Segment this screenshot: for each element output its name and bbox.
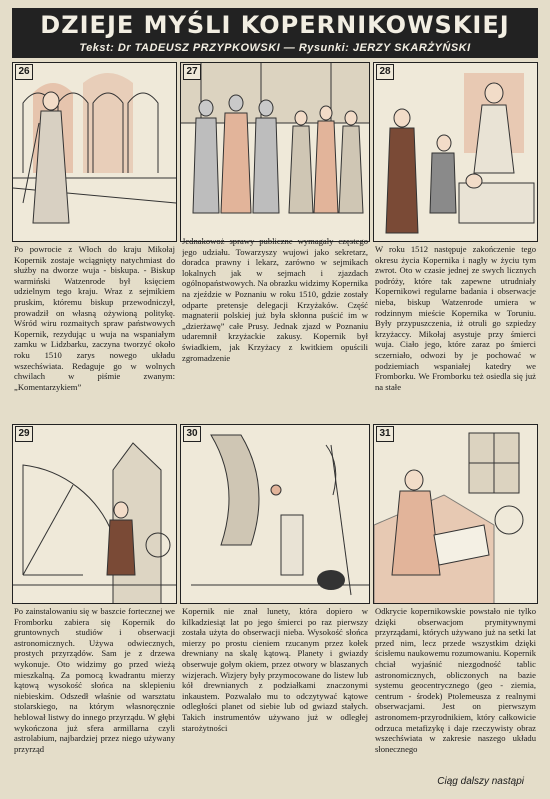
panel-26 [12,62,177,242]
nobles-group [289,106,363,213]
illustration-tower-quadrant [13,425,176,603]
credits-line: Tekst: Dr TADEUSZ PRZYPKOWSKI — Rysunki: JERZY SKARŻYŃSKI [79,42,471,54]
panel-number: 29 [15,426,33,442]
panel-number: 26 [15,64,33,80]
panel-28 [373,62,538,242]
panel-29 [12,424,177,604]
inkwell-icon [317,570,345,590]
illustration-monastery-cloister [13,63,176,241]
panel-31-text: Odkrycie kopernikowskie powstało nie tylko dzięki obserwacjom prymitywnymi przyrządami, których używano już na setki lat przed nim, lecz przede wszystkim dzięki ścisłemu naukowemu rozumowaniu. Kopernik chciał wyjaśnić niezgodność tablic astronomicznych, obliczonych na bazie systemu geocentrycznego (geo - ziemia, centrum - środek) Ptolemeusza z realnymi obserwacjami. Jest on pierwszym astronomem-przyrodnikiem, który całkowicie odrzuca metafizykę i daje rzeczywisty obraz wszechświata w zakresie naszego układu słonecznego [375,606,536,754]
illustration-poznan-assembly [181,63,369,241]
panel-28-text: W roku 1512 następuje zakończenie tego okresu życia Kopernika i nagły w życiu tym zwrot. Oto w czasie jednej ze swych licznych podróży, które tak zapewne utrudniały Kopernikowi regularne badania i obserwacje nieba, biskup Watzenrode umiera w rodzinnym mieście Kopernika w Toruniu. Były przypuszczenia, iż otruli go szpiedzy krzyżaccy. Mikołaj asystuje przy śmierci wuja. Ciało jego, które zaraz po śmierci sczerniało, odwozi by je pochować w podziemiach wspaniałej katedry we Fromborku. We Fromborku też osiedla się już na stałe [375,244,536,392]
panel-29-text: Po zainstalowaniu się w baszcie fortecznej we Fromborku zabiera się Kopernik do gruntownych studiów i obserwacji astronomicznych. Używa odwiecznych, prostych przyrządów. Sam je z drzewa wykonuje. Oto widzimy go przed wieżą mieszkalną. Za pomocą kwadrantu mierzy kątową wysokość słońca na sklepieniu niebieskim. Odszedł właśnie od warsztatu stolarskiego, na którym własnoręcznie heblował listwy do innego przyrządu. W głębi wykończona już sfera armillarna czyli astrolabium, najbardziej przez niego używany przyrząd [14,606,175,754]
page-title: DZIEJE MYŚLI KOPERNIKOWSKIEJ [40,11,510,39]
page-header [12,8,538,58]
illustration-study-book [374,425,537,603]
panel-number: 27 [183,64,201,80]
continued-note: Ciąg dalszy nastąpi [437,776,524,787]
panel-number: 31 [376,426,394,442]
panel-27-text: Jednakowoż sprawy publiczne wymagały częstego jego udziału. Towarzyszy wujowi jako sekretarz, doradca prawny i lekarz, zarówno w sejmikach lokalnych jak w sejmach i zjazdach ogólnopaństwowych. Na obrazku widzimy Kopernika na zjeździe w Poznaniu w roku 1510, gdzie zostały odparte pretensje delegacji Krzyżaków. Część magnaterii polskiej już była skłonna puścić im w „dzierżawę” całe Prusy. Jednak zjazd w Poznaniu udaremnił krzyżackie zakusy. Kopernik był świadkiem, jak Krzyżacy z kwitkiem opuścili zgromadzenie [182,236,368,363]
panel-number: 30 [183,426,201,442]
panel-30-text: Kopernik nie znał lunety, która dopiero w kilkadziesiąt lat po jego śmierci po raz pierwszy została użyta do obserwacji nieba. Wysokość słońca mierzy po prostu cieniem rzucanym przez kołek drewniany na skalę kątową. Planety i gwiazdy obserwuje gołym okiem, przez otwory w blaszanych wizjerach. Wizjery były przymocowane do listew lub kół drewnianych z podziałkami znaczonymi inkaustem. Pozwalało mu to odczytywać kątowe odległości planet od siebie lub od gwiazd stałych. Takich instrumentów używano już w odległej starożytności [182,606,368,733]
panel-31 [373,424,538,604]
knights-group [193,95,279,213]
panel-27 [180,62,370,242]
panel-30 [180,424,370,604]
panel-26-text: Po powrocie z Włoch do kraju Mikołaj Kopernik zostaje wciągnięty natychmiast do służby na dworze wuja - biskupa. - Biskup warmiński Watzenrode był księciem udzielnym tego kraju. Wraz z sejmikiem pruskim, któremu biskup przewodniczył, prowadził on własną ożywioną politykę. Wśród wiru rozmaitych spraw państwowych Kopernik, rezydując u wuja na wspaniałym zamku w Lidzbarku, zaczyna tworzyć około roku 1510 zarys nowego układu wszechświata. Redaguje go w wolnych chwilach w piśmie zwanym: „Komentarzykiem” [14,244,175,392]
illustration-instruments-quill [181,425,369,603]
illustration-deathbed [374,63,537,241]
panel-number: 28 [376,64,394,80]
